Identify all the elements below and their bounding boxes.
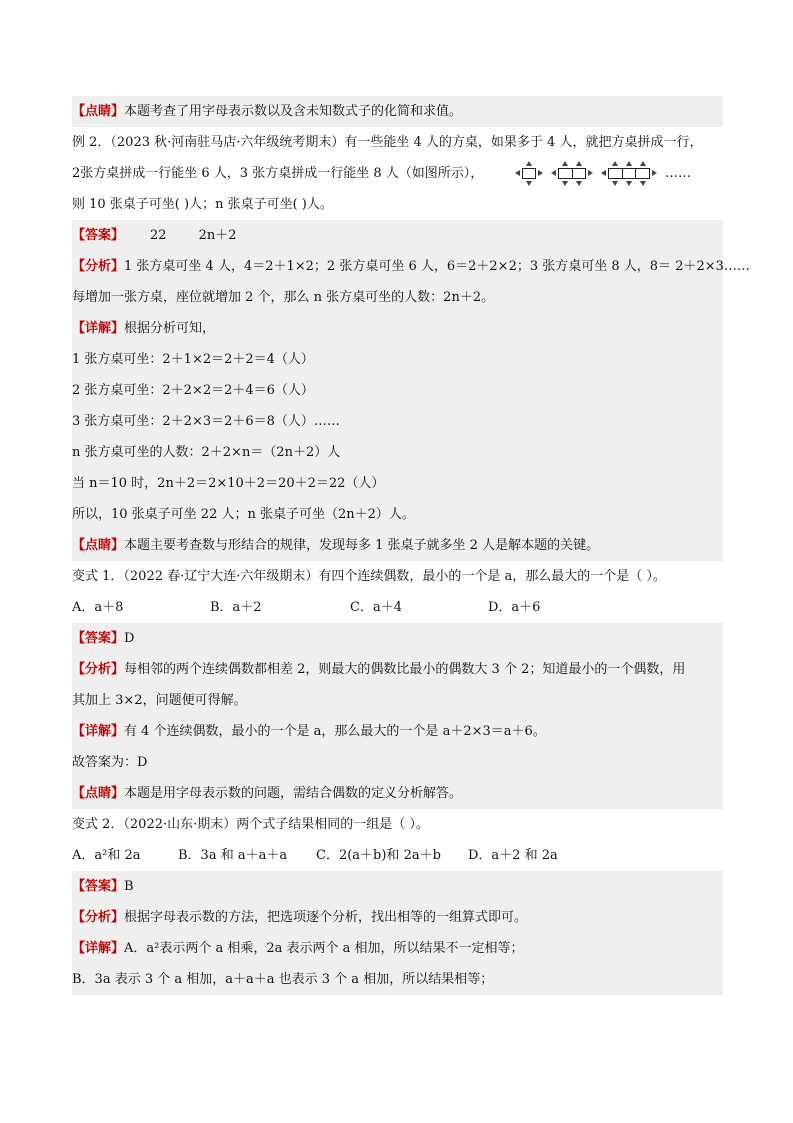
option-a: A．a＋8 bbox=[72, 600, 124, 615]
two-table-figure bbox=[551, 161, 593, 186]
detail-step-2: 2 张方桌可坐：2＋2×2＝2＋4＝6（人） bbox=[72, 375, 723, 406]
example-2-question: 例 2．（2023 秋·河南驻马店·六年级统考期末）有一些能坐 4 人的方桌，如果多于 4 人，就把方桌拼成一行， bbox=[72, 135, 703, 150]
detail-line-3: 【详解】A．a²表示两个 a 相乘，2a 表示两个 a 相加，所以结果不一定相等； bbox=[72, 933, 723, 964]
example-2-question-cont: 2张方桌拼成一行能坐 6 人，3 张方桌拼成一行能坐 8 人（如图所示）， …… bbox=[72, 158, 723, 189]
document-body bbox=[72, 96, 750, 995]
analysis-line-2-cont: 其加上 3×2，问题便可得解。 bbox=[72, 685, 723, 716]
detail-step-3: 3 张方桌可坐：2＋2×3＝2＋6＝8（人）…… bbox=[72, 406, 723, 437]
answer-line-3: 【答案】B bbox=[72, 871, 723, 902]
variant-2-options bbox=[72, 840, 723, 871]
option-c: C．2(a＋b)和 2a＋b bbox=[316, 848, 441, 863]
option-a: A．a²和 2a bbox=[72, 848, 141, 863]
example-2-blanks: 则 10 张桌子可坐( )人；n 张桌子可坐( )人。 bbox=[72, 197, 333, 212]
three-table-figure bbox=[601, 161, 657, 186]
detail-line: 【详解】根据分析可知， bbox=[72, 313, 723, 344]
analysis-line-cont: 每增加一张方桌，座位就增加 2 个，那么 n 张方桌可坐的人数：2n＋2。 bbox=[72, 282, 723, 313]
variant-1-options bbox=[72, 592, 723, 623]
analysis-line: 【分析】1 张方桌可坐 4 人，4＝2＋1×2；2 张方桌可坐 6 人，6＝2＋2×2；3 张方桌可坐 8 人，8＝ 2＋2×3…… bbox=[72, 251, 723, 282]
table-figures bbox=[515, 158, 691, 189]
section-tag: 【点睛】 bbox=[72, 104, 125, 119]
detail-step-5: 当 n＝10 时，2n＋2＝2×10＋2＝20＋2＝22（人） bbox=[72, 468, 723, 499]
option-c: C．a＋4 bbox=[350, 600, 402, 615]
detail-step-1: 1 张方桌可坐：2＋1×2＝2＋2＝4（人） bbox=[72, 344, 723, 375]
note-line-1: 【点睛】本题考查了用字母表示数以及含未知数式子的化简和求值。 bbox=[72, 96, 723, 127]
answer-line: 【答案】 22 2n＋2 bbox=[72, 220, 723, 251]
analysis-line-3: 【分析】根据字母表示数的方法，把选项逐个分析，找出相等的一组算式即可。 bbox=[72, 902, 723, 933]
note-line-3: 【点睛】本题是用字母表示数的问题，需结合偶数的定义分析解答。 bbox=[72, 778, 723, 809]
detail-step-4: n 张方桌可坐的人数：2＋2×n＝（2n＋2）人 bbox=[72, 437, 723, 468]
detail-line-3-cont: B．3a 表示 3 个 a 相加，a＋a＋a 也表示 3 个 a 相加，所以结果相等； bbox=[72, 964, 723, 995]
option-d: D．a＋6 bbox=[488, 600, 541, 615]
ellipsis: …… bbox=[665, 166, 691, 181]
variant-2-question: 变式 2．（2022·山东·期末）两个式子结果相同的一组是（ ）。 bbox=[72, 817, 429, 832]
option-d: D．a＋2 和 2a bbox=[468, 848, 558, 863]
detail-step-6: 所以，10 张桌子可坐 22 人；n 张桌子可坐（2n＋2）人。 bbox=[72, 499, 723, 530]
analysis-line-2: 【分析】每相邻的两个连续偶数都相差 2，则最大的偶数比最小的偶数大 3 个 2；知道最小的一个偶数，用 bbox=[72, 654, 723, 685]
one-table-figure bbox=[515, 161, 543, 186]
answer-line-2: 【答案】D bbox=[72, 623, 723, 654]
option-b: B．a＋2 bbox=[210, 600, 262, 615]
option-b: B．3a 和 a＋a＋a bbox=[178, 848, 288, 863]
variant-1-question: 变式 1．（2022 春·辽宁大连·六年级期末）有四个连续偶数，最小的一个是 a，那么最大的一个是（ ）。 bbox=[72, 569, 666, 584]
detail-line-2: 【详解】有 4 个连续偶数，最小的一个是 a，那么最大的一个是 a＋2×3＝a＋6。 bbox=[72, 716, 723, 747]
note-line-2: 【点睛】本题主要考查数与形结合的规律，发现每多 1 张桌子就多坐 2 人是解本题的关键。 bbox=[72, 530, 723, 561]
detail-line-2-cont: 故答案为：D bbox=[72, 747, 723, 778]
